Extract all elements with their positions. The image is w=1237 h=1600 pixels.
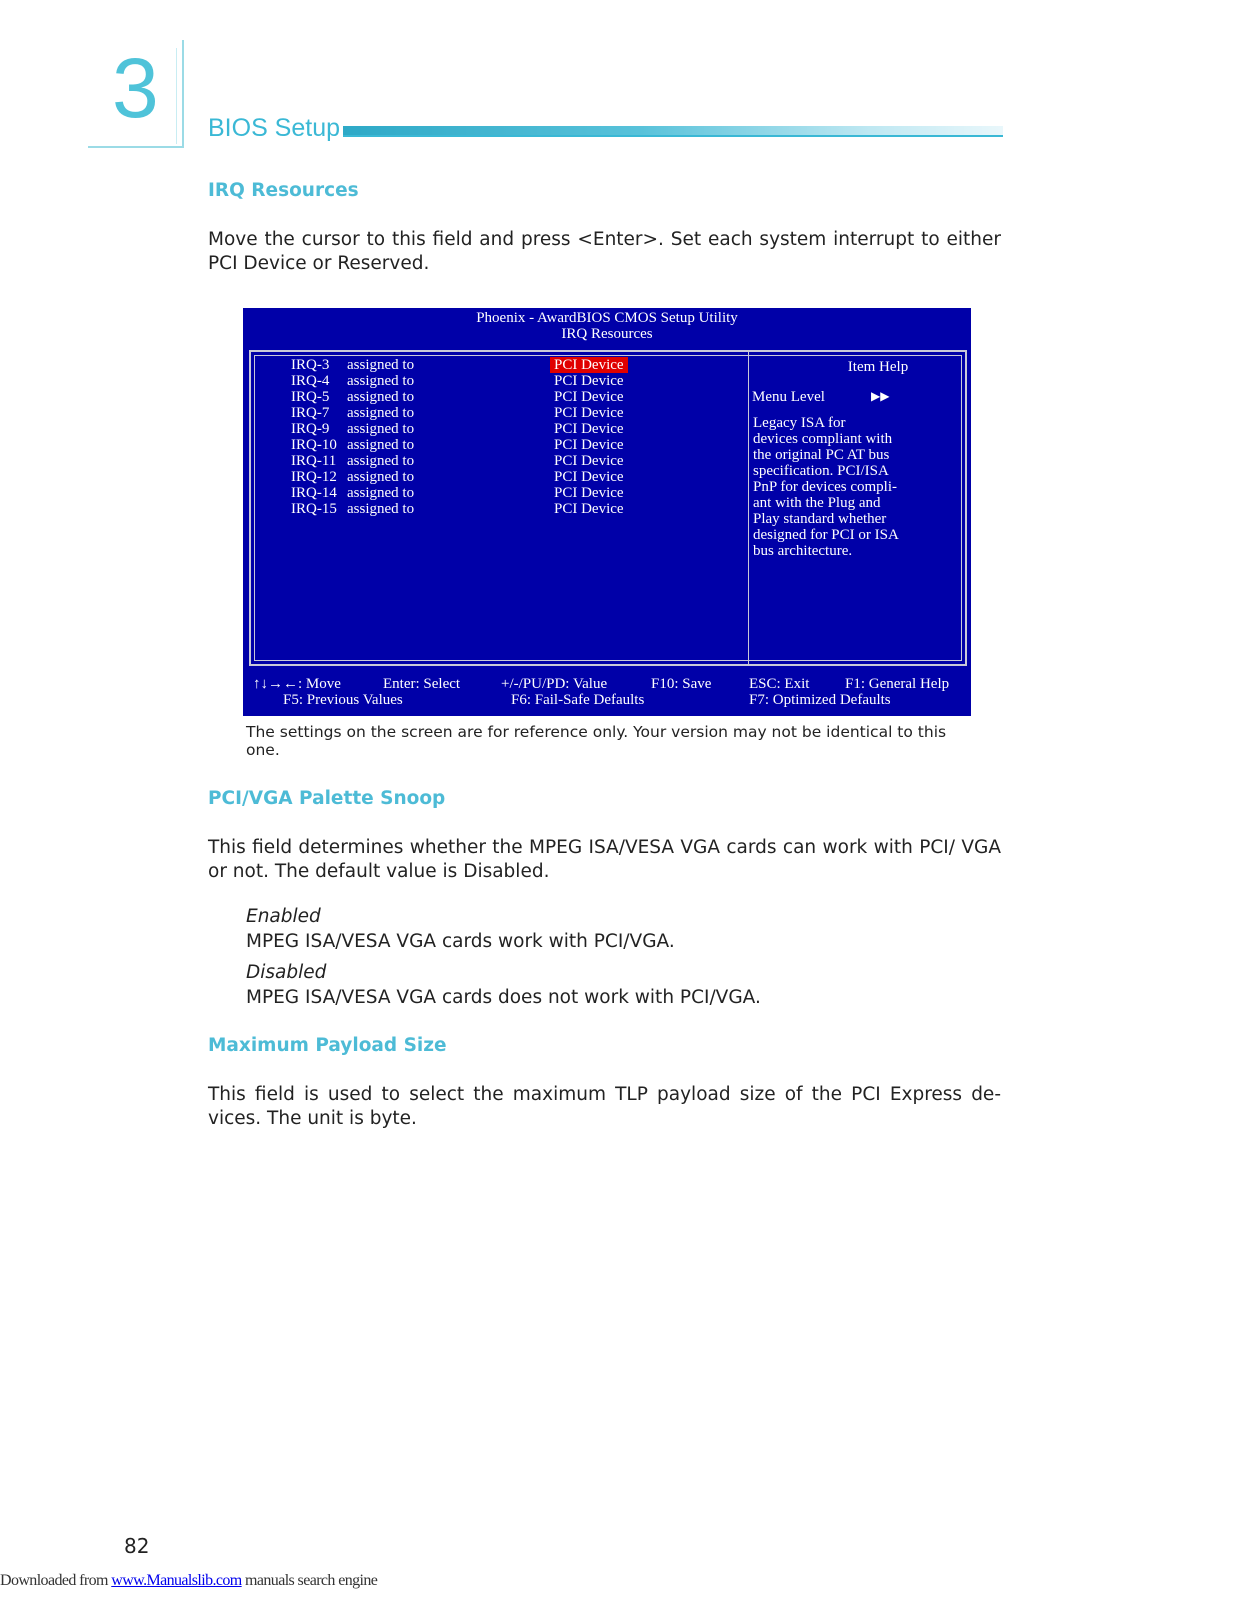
footer-value: +/-/PU/PD: Value — [501, 676, 608, 692]
option-disabled-desc: MPEG ISA/VESA VGA cards does not work with PCI/VGA. — [246, 987, 761, 1008]
footer-esc: ESC: Exit — [749, 676, 810, 692]
irq-value[interactable]: PCI Device — [554, 405, 624, 421]
footer-previous-values: F5: Previous Values — [283, 692, 403, 708]
irq-row-10[interactable] — [291, 437, 651, 453]
irq-label: IRQ-7 — [291, 405, 330, 421]
irq-label: IRQ-14 — [291, 485, 337, 501]
footer-move: ↑↓→←: Move — [253, 676, 341, 692]
irq-assigned: assigned to — [347, 469, 415, 485]
chapter-title-bar — [343, 126, 1003, 135]
irq-row-9[interactable] — [291, 421, 651, 437]
irq-row-3[interactable] — [291, 357, 651, 373]
footer-enter: Enter: Select — [383, 676, 461, 692]
chapter-number: 3 — [112, 41, 159, 135]
help-line: Play standard whether — [753, 511, 887, 527]
chapter-title: BIOS Setup — [208, 114, 341, 142]
irq-assigned: assigned to — [347, 389, 415, 405]
irq-assigned: assigned to — [347, 357, 415, 373]
bios-subtitle: IRQ Resources — [561, 326, 653, 342]
item-help-title: Item Help — [847, 359, 909, 375]
irq-value[interactable]: PCI Device — [554, 469, 624, 485]
irq-assigned: assigned to — [347, 485, 415, 501]
irq-assigned: assigned to — [347, 405, 415, 421]
option-enabled-name: Enabled — [246, 906, 321, 927]
irq-row-12[interactable] — [291, 469, 651, 485]
irq-label: IRQ-11 — [291, 453, 337, 469]
bios-screenshot — [243, 308, 971, 716]
menu-level-label: Menu Level — [752, 389, 825, 405]
irq-value[interactable]: PCI Device — [554, 421, 624, 437]
download-suffix: manuals search engine — [241, 1572, 378, 1589]
help-line: Legacy ISA for — [753, 415, 846, 431]
irq-row-5[interactable] — [291, 389, 651, 405]
irq-assigned: assigned to — [347, 437, 415, 453]
irq-value-selected[interactable]: PCI Device — [550, 357, 628, 373]
irq-row-7[interactable] — [291, 405, 651, 421]
menu-level-arrows-icon: ▶▶ — [871, 389, 890, 403]
help-line: designed for PCI or ISA — [753, 527, 899, 543]
help-line: devices compliant with — [753, 431, 893, 447]
option-disabled-name: Disabled — [246, 962, 327, 983]
irq-value[interactable]: PCI Device — [554, 453, 624, 469]
footer-help: F1: General Help — [845, 676, 950, 692]
irq-value[interactable]: PCI Device — [554, 437, 624, 453]
footer-fail-safe: F6: Fail-Safe Defaults — [511, 692, 645, 708]
help-line: bus architecture. — [753, 543, 853, 559]
irq-label: IRQ-15 — [291, 501, 337, 517]
item-help-text — [753, 415, 933, 559]
irq-label: IRQ-10 — [291, 437, 337, 453]
bios-panel-divider — [748, 352, 749, 664]
payload-size-text: This field is used to select the maximum TLP payload size of the PCI Express de- vices. The unit is byte. — [208, 1084, 1001, 1129]
irq-label: IRQ-4 — [291, 373, 330, 389]
irq-resources-heading: IRQ Resources — [208, 180, 359, 201]
footer-optimized: F7: Optimized Defaults — [749, 692, 891, 708]
screenshot-caption: The settings on the screen are for reference only. Your version may not be identical to this one. — [246, 723, 947, 759]
irq-label: IRQ-9 — [291, 421, 330, 437]
irq-row-4[interactable] — [291, 373, 651, 389]
irq-assigned: assigned to — [347, 453, 415, 469]
option-enabled-desc: MPEG ISA/VESA VGA cards work with PCI/VGA. — [246, 931, 675, 952]
irq-label: IRQ-12 — [291, 469, 337, 485]
help-line: specification. PCI/ISA — [753, 463, 889, 479]
chapter-decor-line — [176, 48, 177, 144]
irq-label: IRQ-5 — [291, 389, 330, 405]
footer-save: F10: Save — [651, 676, 712, 692]
payload-size-heading: Maximum Payload Size — [208, 1035, 447, 1056]
irq-assigned: assigned to — [347, 501, 415, 517]
palette-snoop-heading: PCI/VGA Palette Snoop — [208, 788, 446, 809]
download-footer — [0, 1572, 377, 1590]
chapter-decor-line — [182, 40, 184, 148]
irq-value[interactable]: PCI Device — [554, 373, 624, 389]
bios-title: Phoenix - AwardBIOS CMOS Setup Utility — [476, 310, 738, 326]
irq-row-11[interactable] — [291, 453, 651, 469]
irq-row-15[interactable] — [291, 501, 651, 517]
chapter-decor-line — [88, 146, 184, 148]
irq-row-14[interactable] — [291, 485, 651, 501]
irq-resources-text: Move the cursor to this field and press <Enter>. Set each system interrupt to either PCI Device or Reserved. — [208, 229, 1001, 274]
download-prefix: Downloaded from — [0, 1572, 112, 1589]
palette-snoop-text: This field determines whether the MPEG ISA/VESA VGA cards can work with PCI/ VGA or not. The default value is Disabled. — [208, 837, 1001, 882]
irq-assigned: assigned to — [347, 421, 415, 437]
help-line: ant with the Plug and — [753, 495, 881, 511]
irq-value[interactable]: PCI Device — [554, 485, 624, 501]
irq-value[interactable]: PCI Device — [554, 389, 624, 405]
irq-label: IRQ-3 — [291, 357, 330, 373]
help-line: PnP for devices compli- — [753, 479, 898, 495]
help-line: the original PC AT bus — [753, 447, 890, 463]
chapter-title-rule — [343, 135, 1003, 137]
irq-assigned: assigned to — [347, 373, 415, 389]
manualslib-link[interactable]: www.Manualslib.com — [111, 1572, 242, 1589]
page-number: 82 — [124, 1534, 150, 1558]
irq-value[interactable]: PCI Device — [554, 501, 624, 517]
